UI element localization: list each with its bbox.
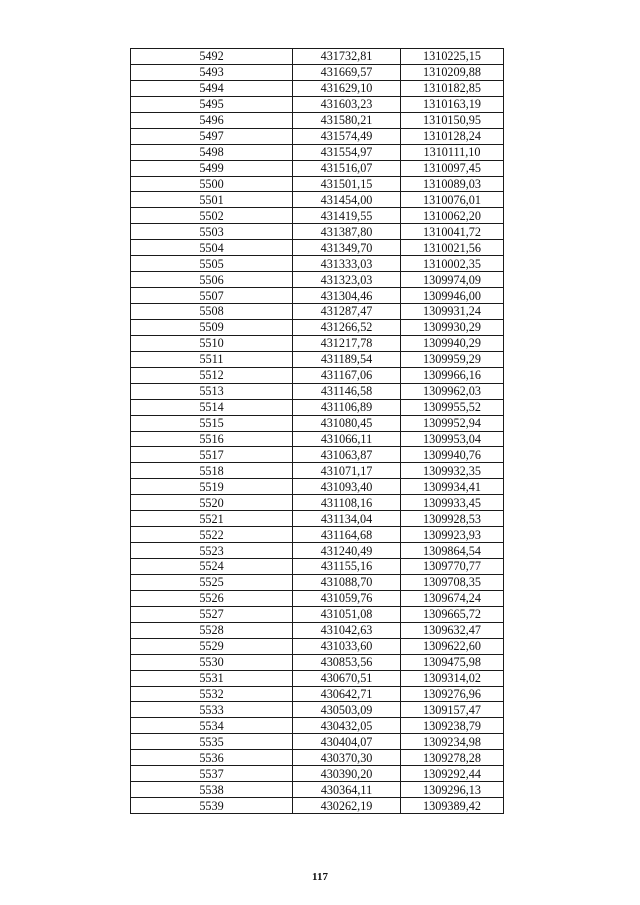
table-row xyxy=(131,160,504,176)
point-number-cell: 5533 xyxy=(131,702,293,718)
point-number-cell: 5527 xyxy=(131,606,293,622)
table-row xyxy=(131,622,504,638)
x-coordinate-cell: 430503,09 xyxy=(293,702,401,718)
point-number-cell: 5521 xyxy=(131,511,293,527)
table-row xyxy=(131,304,504,320)
y-coordinate-cell: 1309292,44 xyxy=(401,766,504,782)
table-row xyxy=(131,367,504,383)
point-number-cell: 5535 xyxy=(131,734,293,750)
point-number-cell: 5508 xyxy=(131,304,293,320)
point-number-cell: 5510 xyxy=(131,335,293,351)
x-coordinate-cell: 431134,04 xyxy=(293,511,401,527)
y-coordinate-cell: 1309932,35 xyxy=(401,463,504,479)
point-number-cell: 5528 xyxy=(131,622,293,638)
x-coordinate-cell: 431164,68 xyxy=(293,527,401,543)
point-number-cell: 5522 xyxy=(131,527,293,543)
table-row xyxy=(131,734,504,750)
table-row xyxy=(131,383,504,399)
point-number-cell: 5526 xyxy=(131,590,293,606)
table-row xyxy=(131,606,504,622)
x-coordinate-cell: 431108,16 xyxy=(293,495,401,511)
point-number-cell: 5502 xyxy=(131,208,293,224)
y-coordinate-cell: 1310209,88 xyxy=(401,64,504,80)
table-row xyxy=(131,112,504,128)
point-number-cell: 5530 xyxy=(131,654,293,670)
coordinates-table xyxy=(130,48,504,814)
x-coordinate-cell: 431287,47 xyxy=(293,304,401,320)
table-row xyxy=(131,447,504,463)
x-coordinate-cell: 431146,58 xyxy=(293,383,401,399)
y-coordinate-cell: 1309940,29 xyxy=(401,335,504,351)
table-row xyxy=(131,192,504,208)
point-number-cell: 5505 xyxy=(131,256,293,272)
y-coordinate-cell: 1309770,77 xyxy=(401,559,504,575)
y-coordinate-cell: 1310062,20 xyxy=(401,208,504,224)
x-coordinate-cell: 430432,05 xyxy=(293,718,401,734)
x-coordinate-cell: 431240,49 xyxy=(293,543,401,559)
y-coordinate-cell: 1309278,28 xyxy=(401,750,504,766)
point-number-cell: 5503 xyxy=(131,224,293,240)
y-coordinate-cell: 1309622,60 xyxy=(401,638,504,654)
y-coordinate-cell: 1310128,24 xyxy=(401,128,504,144)
y-coordinate-cell: 1309296,13 xyxy=(401,782,504,798)
point-number-cell: 5539 xyxy=(131,798,293,814)
point-number-cell: 5493 xyxy=(131,64,293,80)
x-coordinate-cell: 431066,11 xyxy=(293,431,401,447)
point-number-cell: 5513 xyxy=(131,383,293,399)
x-coordinate-cell: 431554,97 xyxy=(293,144,401,160)
y-coordinate-cell: 1309940,76 xyxy=(401,447,504,463)
x-coordinate-cell: 431063,87 xyxy=(293,447,401,463)
table-row xyxy=(131,319,504,335)
x-coordinate-cell: 431574,49 xyxy=(293,128,401,144)
x-coordinate-cell: 431033,60 xyxy=(293,638,401,654)
table-row xyxy=(131,782,504,798)
y-coordinate-cell: 1310089,03 xyxy=(401,176,504,192)
table-row xyxy=(131,559,504,575)
point-number-cell: 5504 xyxy=(131,240,293,256)
x-coordinate-cell: 431580,21 xyxy=(293,112,401,128)
y-coordinate-cell: 1309933,45 xyxy=(401,495,504,511)
table-row xyxy=(131,590,504,606)
table-row xyxy=(131,335,504,351)
table-row xyxy=(131,415,504,431)
point-number-cell: 5538 xyxy=(131,782,293,798)
y-coordinate-cell: 1309276,96 xyxy=(401,686,504,702)
y-coordinate-cell: 1309665,72 xyxy=(401,606,504,622)
page-number: 117 xyxy=(312,871,328,883)
point-number-cell: 5519 xyxy=(131,479,293,495)
y-coordinate-cell: 1309475,98 xyxy=(401,654,504,670)
table-row xyxy=(131,718,504,734)
point-number-cell: 5499 xyxy=(131,160,293,176)
x-coordinate-cell: 431042,63 xyxy=(293,622,401,638)
x-coordinate-cell: 431603,23 xyxy=(293,96,401,112)
y-coordinate-cell: 1310021,56 xyxy=(401,240,504,256)
y-coordinate-cell: 1309708,35 xyxy=(401,574,504,590)
x-coordinate-cell: 431669,57 xyxy=(293,64,401,80)
table-row xyxy=(131,702,504,718)
x-coordinate-cell: 430370,30 xyxy=(293,750,401,766)
x-coordinate-cell: 431071,17 xyxy=(293,463,401,479)
y-coordinate-cell: 1309959,29 xyxy=(401,351,504,367)
point-number-cell: 5498 xyxy=(131,144,293,160)
table-row xyxy=(131,64,504,80)
point-number-cell: 5501 xyxy=(131,192,293,208)
x-coordinate-cell: 431167,06 xyxy=(293,367,401,383)
x-coordinate-cell: 431349,70 xyxy=(293,240,401,256)
y-coordinate-cell: 1310041,72 xyxy=(401,224,504,240)
y-coordinate-cell: 1309930,29 xyxy=(401,319,504,335)
table-row xyxy=(131,176,504,192)
y-coordinate-cell: 1309234,98 xyxy=(401,734,504,750)
x-coordinate-cell: 430390,20 xyxy=(293,766,401,782)
point-number-cell: 5496 xyxy=(131,112,293,128)
x-coordinate-cell: 431333,03 xyxy=(293,256,401,272)
point-number-cell: 5529 xyxy=(131,638,293,654)
point-number-cell: 5525 xyxy=(131,574,293,590)
y-coordinate-cell: 1310150,95 xyxy=(401,112,504,128)
y-coordinate-cell: 1310163,19 xyxy=(401,96,504,112)
point-number-cell: 5518 xyxy=(131,463,293,479)
table-row xyxy=(131,574,504,590)
point-number-cell: 5497 xyxy=(131,128,293,144)
point-number-cell: 5520 xyxy=(131,495,293,511)
table-row xyxy=(131,431,504,447)
y-coordinate-cell: 1309962,03 xyxy=(401,383,504,399)
x-coordinate-cell: 431155,16 xyxy=(293,559,401,575)
y-coordinate-cell: 1310182,85 xyxy=(401,80,504,96)
x-coordinate-cell: 431304,46 xyxy=(293,288,401,304)
point-number-cell: 5495 xyxy=(131,96,293,112)
x-coordinate-cell: 431059,76 xyxy=(293,590,401,606)
table-row xyxy=(131,256,504,272)
table-row xyxy=(131,527,504,543)
y-coordinate-cell: 1309974,09 xyxy=(401,272,504,288)
x-coordinate-cell: 431217,78 xyxy=(293,335,401,351)
point-number-cell: 5509 xyxy=(131,319,293,335)
y-coordinate-cell: 1310097,45 xyxy=(401,160,504,176)
y-coordinate-cell: 1309934,41 xyxy=(401,479,504,495)
x-coordinate-cell: 430853,56 xyxy=(293,654,401,670)
table-row xyxy=(131,399,504,415)
point-number-cell: 5494 xyxy=(131,80,293,96)
table-row xyxy=(131,798,504,814)
x-coordinate-cell: 431454,00 xyxy=(293,192,401,208)
y-coordinate-cell: 1309864,54 xyxy=(401,543,504,559)
x-coordinate-cell: 431189,54 xyxy=(293,351,401,367)
x-coordinate-cell: 431051,08 xyxy=(293,606,401,622)
table-row xyxy=(131,272,504,288)
coordinates-table-body xyxy=(131,49,504,814)
point-number-cell: 5524 xyxy=(131,559,293,575)
y-coordinate-cell: 1309931,24 xyxy=(401,304,504,320)
point-number-cell: 5536 xyxy=(131,750,293,766)
table-row xyxy=(131,686,504,702)
table-row xyxy=(131,479,504,495)
x-coordinate-cell: 431093,40 xyxy=(293,479,401,495)
table-row xyxy=(131,766,504,782)
point-number-cell: 5537 xyxy=(131,766,293,782)
point-number-cell: 5492 xyxy=(131,49,293,65)
x-coordinate-cell: 430642,71 xyxy=(293,686,401,702)
y-coordinate-cell: 1309952,94 xyxy=(401,415,504,431)
table-row xyxy=(131,654,504,670)
table-row xyxy=(131,670,504,686)
table-row xyxy=(131,240,504,256)
x-coordinate-cell: 431629,10 xyxy=(293,80,401,96)
y-coordinate-cell: 1309238,79 xyxy=(401,718,504,734)
x-coordinate-cell: 431266,52 xyxy=(293,319,401,335)
point-number-cell: 5514 xyxy=(131,399,293,415)
y-coordinate-cell: 1309157,47 xyxy=(401,702,504,718)
x-coordinate-cell: 430262,19 xyxy=(293,798,401,814)
y-coordinate-cell: 1310111,10 xyxy=(401,144,504,160)
table-row xyxy=(131,49,504,65)
point-number-cell: 5517 xyxy=(131,447,293,463)
x-coordinate-cell: 430404,07 xyxy=(293,734,401,750)
y-coordinate-cell: 1309946,00 xyxy=(401,288,504,304)
table-row xyxy=(131,144,504,160)
x-coordinate-cell: 431088,70 xyxy=(293,574,401,590)
table-row xyxy=(131,463,504,479)
point-number-cell: 5532 xyxy=(131,686,293,702)
table-row xyxy=(131,495,504,511)
table-row xyxy=(131,96,504,112)
x-coordinate-cell: 431516,07 xyxy=(293,160,401,176)
table-row xyxy=(131,128,504,144)
point-number-cell: 5506 xyxy=(131,272,293,288)
table-row xyxy=(131,208,504,224)
x-coordinate-cell: 431419,55 xyxy=(293,208,401,224)
y-coordinate-cell: 1309314,02 xyxy=(401,670,504,686)
y-coordinate-cell: 1310076,01 xyxy=(401,192,504,208)
point-number-cell: 5516 xyxy=(131,431,293,447)
table-row xyxy=(131,543,504,559)
point-number-cell: 5523 xyxy=(131,543,293,559)
x-coordinate-cell: 430670,51 xyxy=(293,670,401,686)
y-coordinate-cell: 1309389,42 xyxy=(401,798,504,814)
x-coordinate-cell: 431106,89 xyxy=(293,399,401,415)
y-coordinate-cell: 1309953,04 xyxy=(401,431,504,447)
y-coordinate-cell: 1309955,52 xyxy=(401,399,504,415)
point-number-cell: 5531 xyxy=(131,670,293,686)
x-coordinate-cell: 431323,03 xyxy=(293,272,401,288)
table-row xyxy=(131,511,504,527)
point-number-cell: 5515 xyxy=(131,415,293,431)
table-row xyxy=(131,750,504,766)
y-coordinate-cell: 1309966,16 xyxy=(401,367,504,383)
x-coordinate-cell: 430364,11 xyxy=(293,782,401,798)
table-row xyxy=(131,288,504,304)
table-row xyxy=(131,638,504,654)
y-coordinate-cell: 1309928,53 xyxy=(401,511,504,527)
point-number-cell: 5507 xyxy=(131,288,293,304)
y-coordinate-cell: 1309632,47 xyxy=(401,622,504,638)
point-number-cell: 5500 xyxy=(131,176,293,192)
x-coordinate-cell: 431387,80 xyxy=(293,224,401,240)
y-coordinate-cell: 1309923,93 xyxy=(401,527,504,543)
x-coordinate-cell: 431080,45 xyxy=(293,415,401,431)
y-coordinate-cell: 1310002,35 xyxy=(401,256,504,272)
point-number-cell: 5534 xyxy=(131,718,293,734)
y-coordinate-cell: 1309674,24 xyxy=(401,590,504,606)
x-coordinate-cell: 431732,81 xyxy=(293,49,401,65)
table-row xyxy=(131,224,504,240)
point-number-cell: 5511 xyxy=(131,351,293,367)
x-coordinate-cell: 431501,15 xyxy=(293,176,401,192)
table-row xyxy=(131,351,504,367)
point-number-cell: 5512 xyxy=(131,367,293,383)
table-row xyxy=(131,80,504,96)
y-coordinate-cell: 1310225,15 xyxy=(401,49,504,65)
